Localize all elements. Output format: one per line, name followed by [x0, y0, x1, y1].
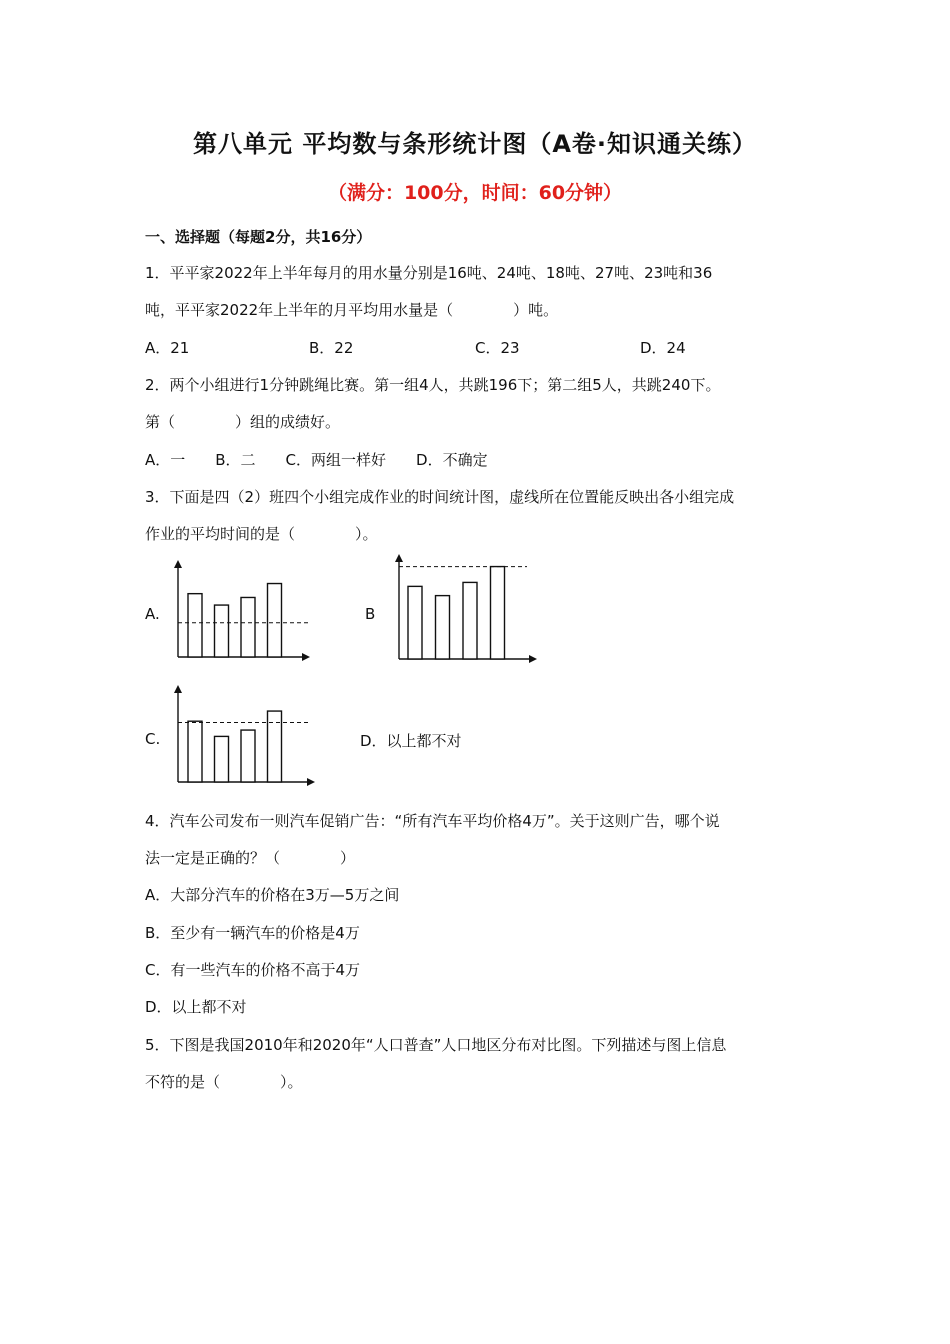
q4-option-d: D．以上都不对: [145, 998, 247, 1016]
q5-stem-line2: 不符的是（ ）。: [145, 1073, 303, 1091]
q3-stem-line2: 作业的平均时间的是（ ）。: [145, 525, 378, 543]
y-axis-arrow-icon: [174, 685, 182, 693]
q4-stem-line1: 4．汽车公司发布一则汽车促销广告：“所有汽车平均价格4万”。关于这则广告，哪个说: [145, 812, 720, 830]
q1-stem-line2: 吨，平平家2022年上半年的月平均用水量是（ ）吨。: [145, 301, 559, 319]
q1-option-c: C．23: [475, 339, 520, 357]
page-title: 第八单元 平均数与条形统计图（A卷·知识通关练）: [192, 130, 758, 158]
q2-options: A．一 B．二 C．两组一样好 D．不确定: [145, 451, 488, 469]
chart-c-bar-2: [215, 736, 229, 782]
q2-stem-line2: 第（ ）组的成绩好。: [145, 413, 341, 431]
q2-stem-line1: 2．两个小组进行1分钟跳绳比赛。第一组4人，共跳196下；第二组5人，共跳240下。: [145, 376, 721, 394]
section-heading-choice: 一、选择题（每题2分，共16分）: [145, 228, 372, 246]
x-axis-arrow-icon: [307, 778, 315, 786]
q5-stem-line1: 5．下图是我国2010年和2020年“人口普查”人口地区分布对比图。下列描述与图上信息: [145, 1036, 727, 1054]
chart-c-bar-3: [241, 730, 255, 782]
q4-option-a: A．大部分汽车的价格在3万—5万之间: [145, 886, 400, 904]
q1-option-b: B．22: [309, 339, 354, 357]
q3-option-a-label: A.: [145, 605, 160, 623]
q3-stem-line1: 3．下面是四（2）班四个小组完成作业的时间统计图，虚线所在位置能反映出各小组完成: [145, 488, 735, 506]
q3-option-c-label: C.: [145, 730, 161, 748]
q3-option-d: D．以上都不对: [360, 732, 462, 750]
q4-option-b: B．至少有一辆汽车的价格是4万: [145, 924, 360, 942]
exam-info: （满分：100分，时间：60分钟）: [327, 182, 623, 204]
q1-option-a: A．21: [145, 339, 190, 357]
q1-stem-line1: 1．平平家2022年上半年每月的用水量分别是16吨、24吨、18吨、27吨、23吨和36: [145, 264, 713, 282]
q4-stem-line2: 法一定是正确的？（ ）: [145, 849, 356, 867]
q4-option-c: C．有一些汽车的价格不高于4万: [145, 961, 361, 979]
chart-c-bar-1: [188, 721, 202, 782]
q3-option-b-label: B: [365, 605, 376, 623]
chart-c-bar-4: [268, 711, 282, 782]
q1-option-d: D．24: [640, 339, 686, 357]
